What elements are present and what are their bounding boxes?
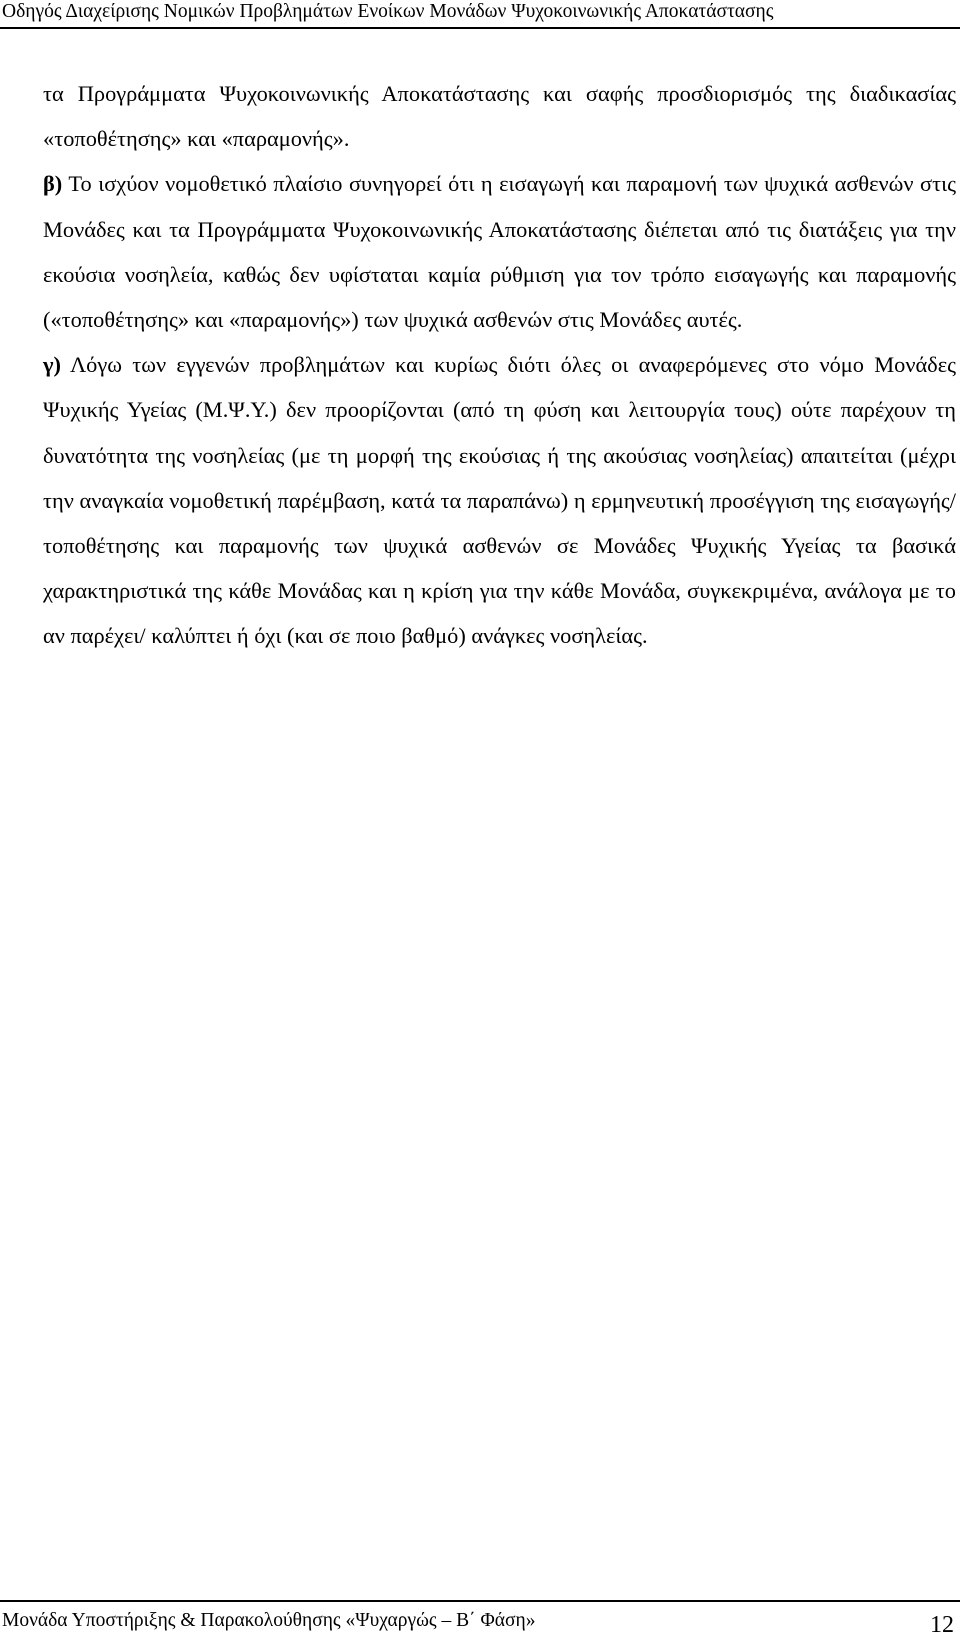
paragraph-c-text: Λόγω των εγγενών προβλημάτων και κυρίως διότι όλες οι αναφερόμενες στο νόμο Μονάδες Ψυχικής Υγείας (Μ.Ψ.Υ.) δεν προορίζονται (από τη φύση και λειτουργία τους) ούτε παρέχουν τη δυνατότητα της νοσηλείας (με τη μορφή της εκούσιας ή της ακούσιας νοσηλείας) απαιτείται (μέχρι την αναγκαία νομοθετική παρέμβαση, κατά τα παραπάνω) η ερμηνευτική προσέγγιση της εισαγωγής/τοποθέτησης και παραμονής των ψυχικά ασθενών σε Μονάδες Ψυχικής Υγείας τα βασικά χαρακτηριστικά της κάθε Μονάδας και η κρίση για την κάθε Μονάδα, συγκεκριμένα, ανάλογα με το αν παρέχει/ καλύπτει ή όχι (και σε ποιο βαθμό) ανάγκες νοσηλείας. (43, 352, 956, 649)
running-footer (0, 1600, 960, 1642)
paragraph-b-text: Το ισχύον νομοθετικό πλαίσιο συνηγορεί ότι η εισαγωγή και παραμονή των ψυχικά ασθενών στις Μονάδες και τα Προγράμματα Ψυχοκοινωνικής Αποκατάστασης διέπεται από τις διατάξεις για την εκούσια νοσηλεία, καθώς δεν υφίσταται καμία ρύθμιση για τον τρόπο εισαγωγής και παραμονής («τοποθέτησης» και «παραμονής») των ψυχικά ασθενών στις Μονάδες αυτές. (43, 171, 956, 333)
paragraph-c-marker: γ) (43, 352, 61, 378)
running-header (0, 0, 960, 29)
document-body (43, 71, 956, 659)
paragraph-continuation: τα Προγράμματα Ψυχοκοινωνικής Αποκατάστασης και σαφής προσδιορισμός της διαδικασίας «τοποθέτησης» και «παραμονής». (43, 81, 956, 152)
page-number: 12 (930, 1612, 954, 1638)
paragraph-b-marker: β) (43, 171, 63, 197)
paragraph-b (43, 161, 956, 342)
paragraph-c (43, 342, 956, 658)
footer-text: Μονάδα Υποστήριξης & Παρακολούθησης «Ψυχαργώς – Β΄ Φάση» (2, 1610, 536, 1631)
header-title: Οδηγός Διαχείρισης Νομικών Προβλημάτων Ενοίκων Μονάδων Ψυχοκοινωνικής Αποκατάστασης (2, 1, 774, 22)
